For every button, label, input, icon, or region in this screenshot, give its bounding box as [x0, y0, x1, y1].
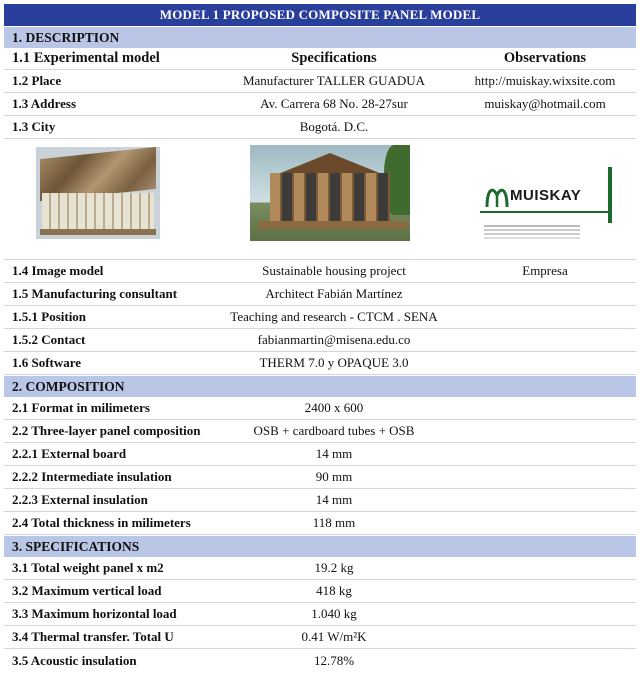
row-value: 118 mm — [312, 515, 356, 530]
row-value: 19.2 kg — [314, 560, 354, 575]
row-label: 2.4 Total thickness in milimeters — [12, 515, 191, 530]
composite-panel-photo — [36, 147, 160, 239]
row-spec: THERM 7.0 y OPAQUE 3.0 — [259, 355, 409, 370]
row-label: 1.5.1 Position — [12, 309, 87, 324]
row-label: 2.2.1 External board — [12, 446, 127, 461]
row-spec-email[interactable]: fabianmartin@misena.edu.co — [257, 332, 411, 347]
sustainable-house-photo — [250, 145, 410, 241]
row-value: 0.41 W/m²K — [301, 629, 367, 644]
table-header-row — [4, 48, 636, 70]
section-description: 1. DESCRIPTION — [4, 26, 636, 48]
sheet-title: MODEL 1 PROPOSED COMPOSITE PANEL MODEL — [4, 4, 636, 26]
row-value: 14 mm — [315, 492, 353, 507]
row-observation-email[interactable]: muiskay@hotmail.com — [484, 96, 606, 111]
row-label: 2.2 Three-layer panel composition — [12, 423, 201, 438]
logo-word: MUISKAY — [510, 187, 582, 204]
row-value: 2400 x 600 — [304, 400, 364, 415]
table-row — [4, 70, 636, 93]
table-row — [4, 397, 636, 420]
row-label: 2.1 Format in milimeters — [12, 400, 150, 415]
table-row — [4, 116, 636, 139]
row-value: 14 mm — [315, 446, 353, 461]
header-observations: Observations — [503, 50, 587, 66]
row-label: 1.5.2 Contact — [12, 332, 86, 347]
panel-spec-sheet — [4, 4, 636, 672]
row-label: 3.2 Maximum vertical load — [12, 583, 162, 598]
row-observation-link[interactable]: http://muiskay.wixsite.com — [474, 73, 616, 88]
table-row — [4, 603, 636, 626]
table-row — [4, 93, 636, 116]
muiskay-logo — [480, 175, 616, 245]
row-value: 90 mm — [315, 469, 353, 484]
table-row — [4, 580, 636, 603]
row-label: 1.3 City — [12, 119, 56, 134]
row-label: 3.4 Thermal transfer. Total U — [12, 629, 174, 644]
table-row — [4, 352, 636, 375]
row-spec: Manufacturer TALLER GUADUA — [242, 73, 426, 88]
row-label: 1.2 Place — [12, 73, 62, 88]
row-label: 3.3 Maximum horizontal load — [12, 606, 177, 621]
table-row — [4, 489, 636, 512]
row-label: 2.2.2 Intermediate insulation — [12, 469, 172, 484]
image-row — [4, 139, 636, 260]
row-label: 1.5 Manufacturing consultant — [12, 286, 178, 301]
row-spec: Teaching and research - CTCM . SENA — [230, 309, 438, 324]
row-spec: Architect Fabián Martínez — [265, 286, 403, 301]
header-experimental-model: 1.1 Experimental model — [12, 50, 160, 66]
section-specifications: 3. SPECIFICATIONS — [4, 535, 636, 557]
row-spec: Bogotá. D.C. — [299, 119, 369, 134]
row-value: OSB + cardboard tubes + OSB — [253, 423, 415, 438]
row-spec: Sustainable housing project — [262, 263, 406, 278]
table-row — [4, 329, 636, 352]
row-label: 3.1 Total weight panel x m2 — [12, 560, 164, 575]
row-label: 1.3 Address — [12, 96, 77, 111]
section-composition: 2. COMPOSITION — [4, 375, 636, 397]
table-row — [4, 420, 636, 443]
row-value: 418 kg — [316, 583, 352, 598]
row-label: 1.4 Image model — [12, 263, 104, 278]
row-value: 12.78% — [313, 652, 355, 668]
table-row — [4, 557, 636, 580]
table-row — [4, 260, 636, 283]
table-row — [4, 512, 636, 535]
table-row — [4, 306, 636, 329]
muiskay-logo-mark-icon — [484, 181, 510, 211]
row-label: 1.6 Software — [12, 355, 82, 370]
header-specifications: Specifications — [291, 50, 377, 66]
table-row — [4, 466, 636, 489]
table-row — [4, 626, 636, 649]
table-row — [4, 283, 636, 306]
row-spec: Av. Carrera 68 No. 28-27sur — [260, 96, 408, 111]
row-observation: Empresa — [522, 263, 568, 278]
row-label: 2.2.3 External insulation — [12, 492, 148, 507]
table-row — [4, 443, 636, 466]
table-row — [4, 649, 636, 672]
row-label: 3.5 Acoustic insulation — [12, 652, 137, 668]
row-value: 1.040 kg — [311, 606, 357, 621]
